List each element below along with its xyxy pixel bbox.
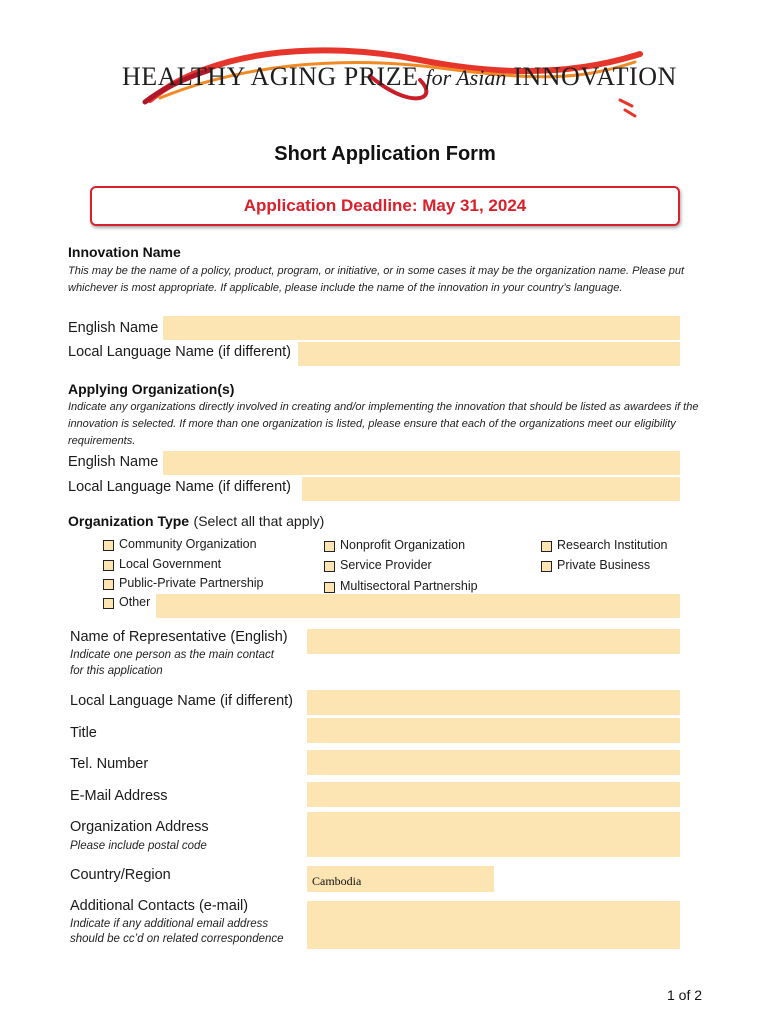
option-local-government: Local Government [119,557,222,571]
country-label: Country/Region [70,867,171,883]
option-multisectoral-partnership: Multisectoral Partnership [340,579,478,593]
innovation-english-label: English Name [68,320,159,336]
rep-name-hint-2: for this application [70,665,163,677]
applying-local-label: Local Language Name (if different) [68,479,292,495]
checkbox-private-business[interactable] [541,561,552,572]
checkbox-other[interactable] [103,598,114,609]
email-field[interactable] [307,782,680,807]
applying-note: Indicate any organizations directly involved in creating and/or implementing the innovation that should be listed as awardees if the innovation is selected. If more than one organization is listed, please ensure that each of the organizations meet our eligibility requirements. [68,401,699,447]
additional-contacts-hint-2: should be cc’d on related correspondence [70,933,284,945]
logo-innovation: INNOVATION [513,62,677,91]
applying-english-field[interactable] [163,451,680,475]
country-value: Cambodia [312,874,362,888]
innovation-section-title: Innovation Name [68,244,181,260]
title-label: Title [70,725,97,741]
additional-contacts-label: Additional Contacts (e-mail) [70,898,249,914]
address-label: Organization Address [70,819,209,835]
deadline-text: Application Deadline: May 31, 2024 [243,196,527,215]
applying-english-label: English Name [68,454,159,470]
applying-section-title: Applying Organization(s) [68,381,235,397]
logo-wordmark [122,62,677,92]
address-field[interactable] [307,812,680,857]
checkbox-multisectoral-partnership[interactable] [324,582,335,593]
tel-label: Tel. Number [70,756,149,772]
checkbox-research-institution[interactable] [541,541,552,552]
applying-local-field[interactable] [302,477,680,501]
title-field[interactable] [307,718,680,743]
innovation-english-field[interactable] [163,316,680,340]
org-type-title: Organization Type [68,513,190,529]
option-private-business: Private Business [557,558,651,572]
org-type-subtitle: (Select all that apply) [193,513,325,529]
option-other: Other [119,595,151,609]
innovation-note: This may be the name of a policy, product, program, or initiative, or in some cases it may be the organization name. Please put whichever is most appropriate. If applicable, please include the name of the innovation in your country’s language. [68,265,685,294]
tel-field[interactable] [307,750,680,775]
innovation-local-field[interactable] [298,342,680,366]
checkbox-community-organization[interactable] [103,540,114,551]
rep-name-hint-1: Indicate one person as the main contact [70,649,274,661]
rep-name-field[interactable] [307,629,680,654]
option-research-institution: Research Institution [557,538,668,552]
org-type-heading [68,513,324,531]
logo-for-asian: for Asian [425,65,507,90]
checkbox-nonprofit-organization[interactable] [324,541,335,552]
address-hint: Please include postal code [70,840,207,852]
rep-local-name-label: Local Language Name (if different) [70,693,294,709]
option-service-provider: Service Provider [340,558,432,572]
option-nonprofit-organization: Nonprofit Organization [340,538,466,552]
email-label: E-Mail Address [70,788,168,804]
page-title: Short Application Form [274,143,496,165]
other-type-field[interactable] [156,594,680,618]
checkbox-public-private-partnership[interactable] [103,579,114,590]
rep-local-name-field[interactable] [307,690,680,715]
checkbox-service-provider[interactable] [324,561,335,572]
page-number: 1 of 2 [667,987,703,1003]
option-public-private-partnership: Public-Private Partnership [119,576,264,590]
additional-contacts-field[interactable] [307,901,680,949]
option-community-organization: Community Organization [119,537,257,551]
rep-name-label: Name of Representative (English) [70,629,288,645]
additional-contacts-hint-1: Indicate if any additional email address [70,918,269,930]
checkbox-local-government[interactable] [103,560,114,571]
logo-title: HEALTHY AGING PRIZE [122,62,419,91]
innovation-local-label: Local Language Name (if different) [68,344,292,360]
